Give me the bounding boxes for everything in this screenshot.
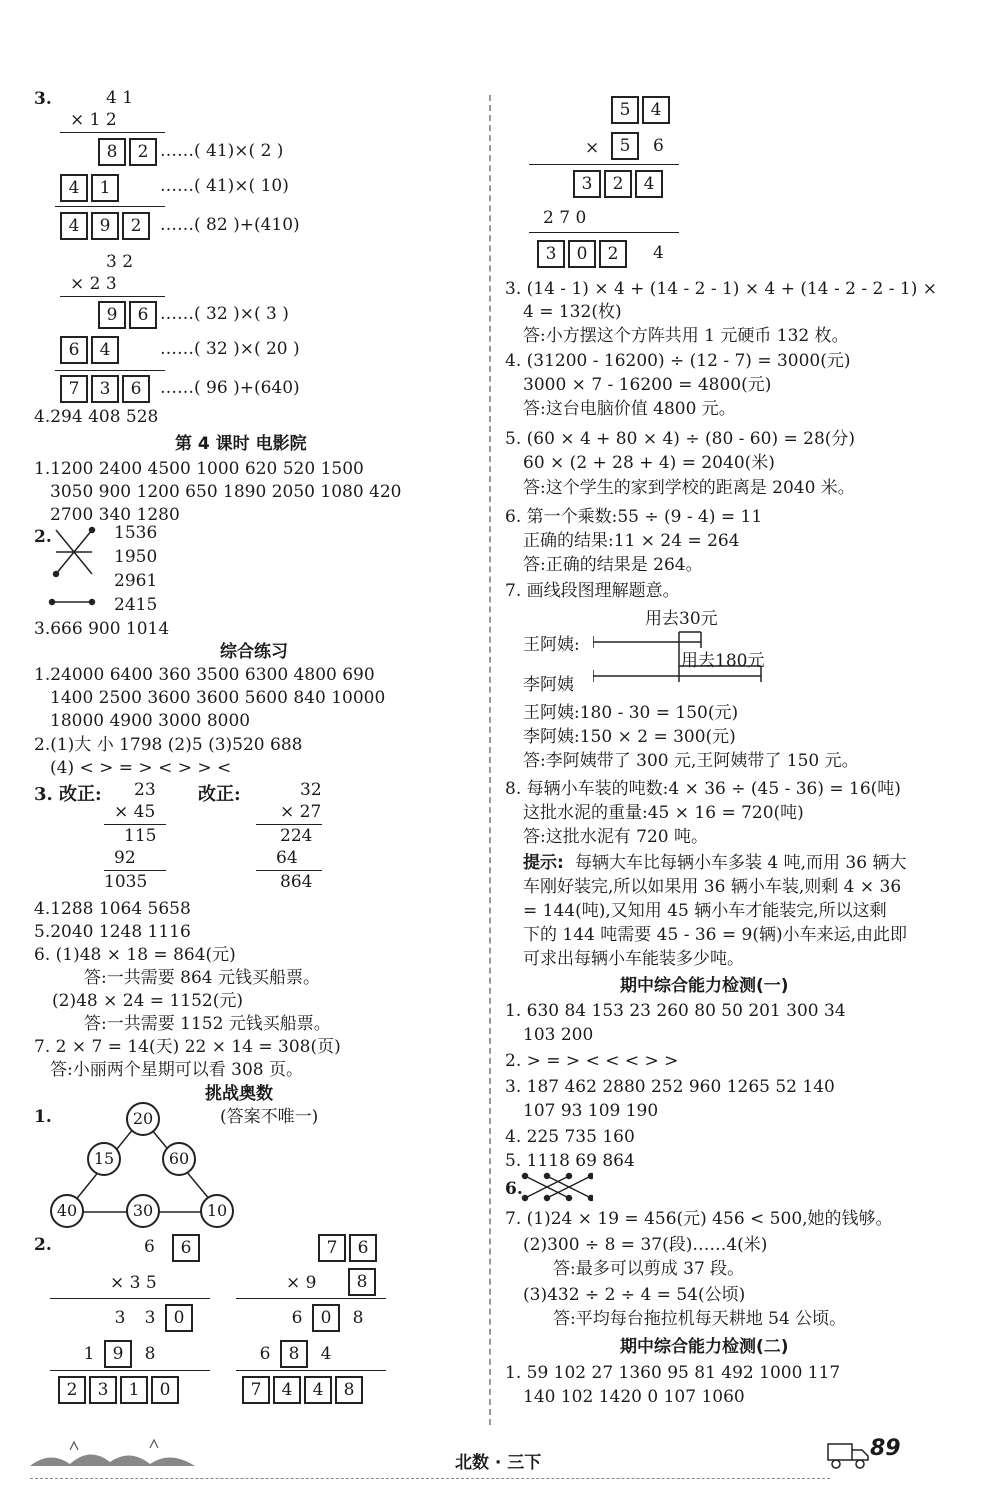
footer-rule [30,1478,830,1479]
o2a-p1 [105,1304,196,1332]
digit-box: 4 [60,174,88,202]
m3-mul-box [611,132,642,160]
r3b-2: × 27 [280,802,322,822]
m1-p1-boxes [98,138,160,166]
digit-box: 4 [304,1376,332,1404]
r2b: (4) < > = > < > > < [50,758,232,778]
q4c: 答:这台电脑价值 4800 元。 [523,399,736,419]
rule [529,164,679,165]
o2b-mul: × 9 [286,1273,317,1293]
mid1-title: 期中综合能力检测(一) [620,976,789,996]
r3a-4: 92 [114,848,136,868]
m2-sum-boxes [60,375,153,403]
q7d: 答:李阿姨带了 300 元,王阿姨带了 150 元。 [523,751,859,771]
l4-1c: 2700 340 1280 [50,505,180,525]
r3b-3: 224 [280,826,313,846]
q3a: 3. (14 - 1) × 4 + (14 - 2 - 1) × 4 + (14 - 2 - 2 - 1) × [505,279,938,299]
digit-box: 2 [58,1376,86,1404]
digit-box: 2 [599,240,627,268]
r3a-5: 1035 [104,872,148,892]
m1-1a: 1. 630 84 153 23 260 80 50 201 300 34 [505,1001,846,1021]
digit-box: 5 [611,96,639,124]
circle-right-mid: 60 [162,1142,196,1176]
m1-3b: 107 93 109 190 [523,1101,659,1121]
digit-box: 9 [98,301,126,329]
q7-wang-label: 王阿姨: [523,635,580,655]
truck-icon [826,1438,870,1472]
m2-p1-boxes [98,301,160,329]
r3a-3: 115 [124,826,157,846]
hint-label: 提示: [523,853,564,873]
r6a: 6. (1)48 × 18 = 864(元) [34,945,236,965]
r1b: 1400 2500 3600 3600 5600 840 10000 [50,688,386,708]
m2-top: 3 2 [106,252,134,272]
o2b-p2 [250,1340,341,1368]
q7-used30-label: 用去30元 [645,609,718,629]
digit: 4 [320,1343,332,1364]
o2a-top-box [172,1234,203,1262]
l4-2-label: 2. [34,527,52,547]
m1-7c: 答:最多可以剪成 37 段。 [553,1259,745,1279]
m3-p1 [573,170,666,198]
m2-p2-note: ……( 32 )×( 20 ) [160,339,300,359]
rule [529,232,679,233]
q4b: 3000 × 7 - 16200 = 4800(元) [523,375,772,395]
rule [104,870,166,871]
digit-box: 3 [537,240,565,268]
mid2-title: 期中综合能力检测(二) [620,1337,789,1357]
match-val-2: 1950 [114,547,158,567]
digit-box: 8 [335,1376,363,1404]
digit-box: 3 [91,375,119,403]
r3a-1: 23 [134,780,156,800]
digit-box: 5 [611,132,639,160]
digit: 8 [144,1343,156,1364]
digit-box: 8 [98,138,126,166]
q5a: 5. (60 × 4 + 80 × 4) ÷ (80 - 60) = 28(分) [505,429,856,449]
l4-1a: 1.1200 2400 4500 1000 620 520 1500 [34,459,364,479]
r3b-5: 864 [280,872,313,892]
rule [55,370,165,371]
digit: 6 [259,1343,271,1364]
rule [55,206,165,207]
m2-1a: 1. 59 102 27 1360 95 81 492 1000 117 [505,1363,841,1383]
r3a-2: × 45 [114,802,156,822]
o2a-top: 6 [144,1237,155,1257]
q7-li-label: 李阿姨 [523,675,574,695]
digit-box: 8 [348,1268,376,1296]
line-segment-diagram [593,628,768,688]
r3b-1: 32 [300,780,322,800]
digit-box: 4 [273,1376,301,1404]
rule [256,870,322,871]
r6b: 答:一共需要 864 元钱买船票。 [84,968,320,988]
m3-sum [537,240,630,268]
digit-box: 6 [122,375,150,403]
r3-label: 3. 改正: [34,784,102,805]
m1-mul: × 1 2 [70,110,117,130]
r1c: 18000 4900 3000 8000 [50,711,251,731]
r2a: 2.(1)大 小 1798 (2)5 (3)520 688 [34,735,303,755]
digit-box: 4 [60,212,88,240]
m1-sum-boxes [60,212,153,240]
o2a-mul: × 3 5 [110,1273,157,1293]
o2a-p2 [74,1340,165,1368]
digit-box: 6 [349,1234,377,1262]
circle-bottom-mid: 30 [126,1194,160,1228]
digit-box: 3 [573,170,601,198]
o2-label: 2. [34,1235,52,1255]
r1a: 1.24000 6400 360 3500 6300 4800 690 [34,665,375,685]
r6c: (2)48 × 24 = 1152(元) [52,991,243,1011]
q8a: 8. 每辆小车装的吨数:4 × 36 ÷ (45 - 36) = 16(吨) [505,779,901,799]
m2-sum-note: ……( 96 )+(640) [160,378,300,398]
circle-left-mid: 15 [87,1142,121,1176]
q6b: 正确的结果:11 × 24 = 264 [523,531,740,551]
q8c: 答:这批水泥有 720 吨。 [523,827,708,847]
digit: 3 [144,1307,156,1328]
digit-box: 2 [122,212,150,240]
book-label: 北数 · 三下 [455,1453,542,1473]
review-title: 综合练习 [220,642,288,662]
rule [236,1370,386,1371]
q3b: 4 = 132(枚) [523,302,622,322]
o2b-top [318,1234,380,1262]
o2b-p1 [282,1304,373,1332]
m1-p2-boxes [60,174,122,202]
rule [60,296,165,297]
digit: 6 [291,1307,303,1328]
hint1: 每辆大车比每辆小车多装 4 吨,而用 36 辆大 [575,853,907,873]
rule [236,1298,386,1299]
digit-box: 3 [89,1376,117,1404]
m1-7b: (2)300 ÷ 8 = 37(段)……4(米) [523,1235,768,1255]
m3-sum-tail: 4 [653,243,664,263]
o1-note: (答案不唯一) [220,1107,319,1127]
matching-cross-lines [521,1170,593,1204]
m1-7d: (3)432 ÷ 2 ÷ 4 = 54(公顷) [523,1285,746,1305]
m3-p2: 2 7 0 [543,208,587,228]
digit: 1 [83,1343,95,1364]
r4: 4.1288 1064 5658 [34,899,191,919]
r3-label2: 改正: [198,784,241,805]
digit-box: 6 [60,336,88,364]
q3-label: 3. [34,89,52,109]
m1-6: 6. [505,1179,523,1199]
digit-box: 2 [604,170,632,198]
q6c: 答:正确的结果是 264。 [523,555,703,575]
o2b-sum [242,1376,366,1404]
hint5: 可求出每辆小车能装多少吨。 [523,949,744,969]
hint4: 下的 144 吨需要 45 - 36 = 9(辆)小车来运,由此即 [523,925,908,945]
circle-top: 20 [126,1102,160,1136]
digit-box: 9 [104,1340,132,1368]
rule [50,1298,210,1299]
digit-box: 0 [312,1304,340,1332]
r6d: 答:一共需要 1152 元钱买船票。 [84,1014,331,1034]
digit-box: 7 [242,1376,270,1404]
l4-3: 3.666 900 1014 [34,619,170,639]
matching-lines [48,524,104,614]
digit-box: 4 [91,336,119,364]
circle-bottom-right: 10 [200,1194,234,1228]
m1-p2-note: ……( 41)×( 10) [160,176,289,196]
q8b: 这批水泥的重量:45 × 16 = 720(吨) [523,803,804,823]
m1-p1-note: ……( 41)×( 2 ) [160,141,284,161]
digit: 3 [114,1307,126,1328]
circle-bottom-left: 40 [50,1194,84,1228]
hint2: 车刚好装完,所以如果用 36 辆小车装,则剩 4 × 36 [523,877,902,897]
m2-p2-boxes [60,336,122,364]
digit-box: 1 [120,1376,148,1404]
digit-box: 9 [91,212,119,240]
digit-box: 4 [642,96,670,124]
hint3: = 144(吨),又知用 45 辆小车才能装完,所以这剩 [523,901,887,921]
q6a: 6. 第一个乘数:55 ÷ (9 - 4) = 11 [505,507,763,527]
r7b: 答:小丽两个星期可以看 308 页。 [50,1060,303,1080]
rule [256,824,322,825]
page-number: 89 [870,1436,901,1461]
digit-box: 8 [280,1340,308,1368]
r3b-4: 64 [276,848,298,868]
m1-top: 4 1 [106,88,134,108]
lesson4-title: 第 4 课时 电影院 [175,434,307,454]
m1-2: 2. > = > < < < > > [505,1051,679,1071]
digit-box: 4 [635,170,663,198]
digit-box: 0 [151,1376,179,1404]
q3c: 答:小方摆这个方阵共用 1 元硬币 132 枚。 [523,326,849,346]
m1-7e: 答:平均每台拖拉机每天耕地 54 公顷。 [553,1309,847,1329]
match-val-1: 1536 [114,523,158,543]
q5b: 60 × (2 + 28 + 4) = 2040(米) [523,453,775,473]
match-val-4: 2415 [114,595,158,615]
digit-box: 0 [568,240,596,268]
rule [60,132,165,133]
r7a: 7. 2 × 7 = 14(天) 22 × 14 = 308(页) [34,1037,341,1057]
o2b-mul-box [348,1268,379,1296]
q7b: 王阿姨:180 - 30 = 150(元) [523,703,739,723]
m3-mul-tail: 6 [653,136,664,156]
o1-label: 1. [34,1107,52,1127]
q7-used180-label: 用去180元 [681,651,765,671]
q5c: 答:这个学生的家到学校的距离是 2040 米。 [523,478,855,498]
digit-box: 0 [165,1304,193,1332]
r5: 5.2040 1248 1116 [34,922,191,942]
m2-1b: 140 102 1420 0 107 1060 [523,1387,745,1407]
match-val-3: 2961 [114,571,158,591]
digit-box: 7 [60,375,88,403]
m1-4: 4. 225 735 160 [505,1127,635,1147]
q4a: 4. (31200 - 16200) ÷ (12 - 7) = 3000(元) [505,351,851,371]
digit-box: 2 [129,138,157,166]
m2-mul: × 2 3 [70,274,117,294]
digit-box: 1 [91,174,119,202]
m2-p1-note: ……( 32 )×( 3 ) [160,304,289,324]
q7c: 李阿姨:150 × 2 = 300(元) [523,727,736,747]
q7a: 7. 画线段图理解题意。 [505,581,680,601]
o2a-sum [58,1376,182,1404]
rule [104,824,166,825]
m1-7a: 7. (1)24 × 19 = 456(元) 456 < 500,她的钱够。 [505,1209,893,1229]
m1-5: 5. 1118 69 864 [505,1151,635,1171]
digit: 8 [352,1307,364,1328]
m1-1b: 103 200 [523,1025,594,1045]
m3-top [611,96,673,124]
digit-box: 6 [129,301,157,329]
digit-box: 6 [172,1234,200,1262]
olympiad-title: 挑战奥数 [205,1084,273,1104]
column-divider [489,95,491,1425]
rule [50,1370,210,1371]
l4-1b: 3050 900 1200 650 1890 2050 1080 420 [50,482,402,502]
grass-decoration-icon [30,1420,200,1470]
m3-mul-sign: × [585,138,600,158]
m1-sum-note: ……( 82 )+(410) [160,215,300,235]
digit-box: 7 [318,1234,346,1262]
q4-line: 4.294 408 528 [34,407,159,427]
m1-3a: 3. 187 462 2880 252 960 1265 52 140 [505,1077,835,1097]
